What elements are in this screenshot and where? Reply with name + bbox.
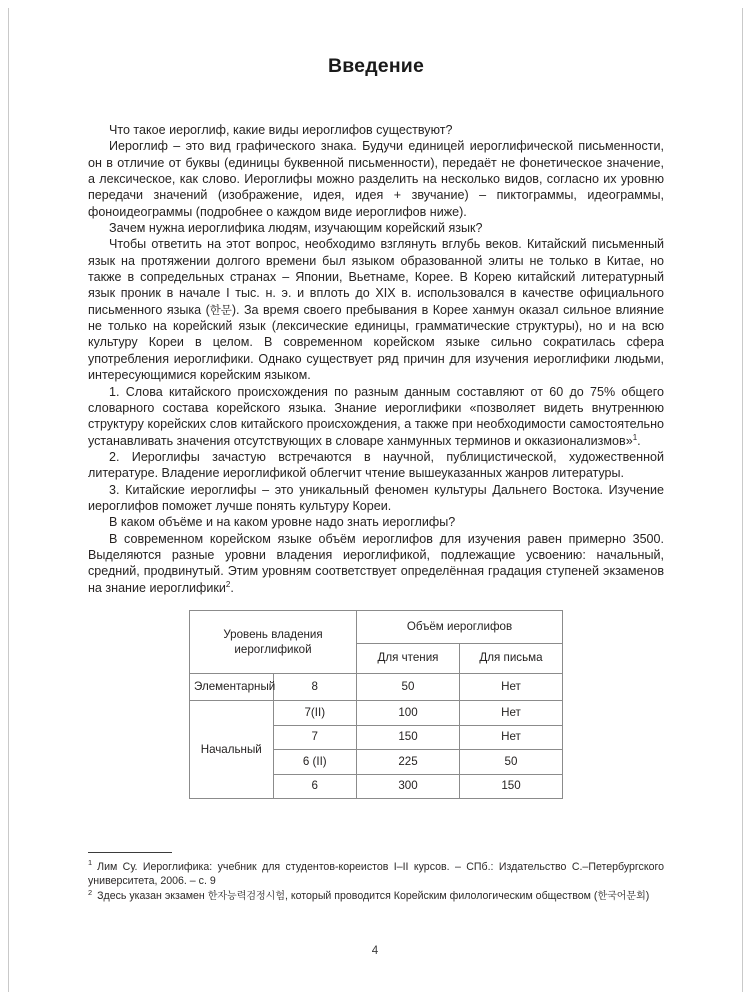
paragraph-question-volume: В каком объёме и на каком уровне надо знать иероглифы? bbox=[109, 515, 456, 530]
level-writing: 50 bbox=[460, 750, 563, 775]
footnote-2 bbox=[88, 889, 664, 904]
paragraph-question-why: Зачем нужна иероглифика людям, изучающим корейский язык? bbox=[109, 221, 483, 236]
footnote-2-before: Здесь указан экзамен bbox=[97, 890, 208, 903]
header-writing: Для письма bbox=[460, 644, 563, 674]
level-grade: 6 (II) bbox=[273, 750, 357, 775]
level-reading: 150 bbox=[357, 725, 460, 750]
level-reading: 225 bbox=[357, 750, 460, 775]
page-content bbox=[88, 55, 664, 799]
volume-text: В современном корейском языке объём иероглифов для изучения равен примерно 3500. Выделяются разные уровни владения иероглификой, подлежащие усвоению: начальный, средний, продвинутый. Этим уровням соответствует определённая градация ступеней экзаменов на знание иероглифики bbox=[88, 531, 664, 595]
paragraph-reason-3: 3. Китайские иероглифы – это уникальный феномен культуры Дальнего Востока. Изучение иероглифов поможет лучше понять культуру Кореи. bbox=[88, 482, 664, 513]
table-row bbox=[190, 701, 563, 726]
footnote-2-after: ) bbox=[645, 890, 650, 903]
page-edge-left bbox=[8, 8, 9, 992]
paragraph-volume-levels bbox=[88, 531, 664, 596]
level-grade: 7 bbox=[273, 725, 357, 750]
page-edge-right bbox=[742, 8, 743, 992]
paragraph-reason-1 bbox=[88, 384, 664, 449]
footnote-1-text: Лим Су. Иероглифика: учебник для студентов-кореистов I–II курсов. – СПб.: Издательство С.–Петербургского университета, 2006. – с. 9 bbox=[88, 861, 664, 888]
level-grade: 7(II) bbox=[273, 701, 357, 726]
reason-1-tail: . bbox=[637, 433, 641, 448]
level-grade: 6 bbox=[273, 774, 357, 799]
level-writing: Нет bbox=[460, 673, 563, 701]
korean-hanja-exam: 한자능력검정시험 bbox=[207, 891, 285, 903]
footnote-ref-1[interactable]: 1 bbox=[632, 432, 638, 442]
level-name-beginner: Начальный bbox=[190, 701, 274, 799]
footnotes-section bbox=[88, 852, 664, 906]
level-reading: 100 bbox=[357, 701, 460, 726]
level-reading: 50 bbox=[357, 673, 460, 701]
levels-table bbox=[189, 610, 563, 800]
level-writing: Нет bbox=[460, 701, 563, 726]
levels-table-container bbox=[88, 610, 664, 800]
volume-tail: . bbox=[230, 580, 234, 595]
footnote-1-mark: 1 bbox=[88, 858, 93, 868]
page-number: 4 bbox=[371, 944, 379, 957]
footnote-separator-rule bbox=[88, 852, 172, 853]
korean-hanmun: 한문 bbox=[209, 302, 232, 317]
korean-society-name: 한국어문회 bbox=[597, 891, 646, 903]
history-text-after: ). За время своего пребывания в Корее ханмун оказал сильное влияние не только на корейский язык (лексические единицы, грамматические структуры), но и на всю культуру Кореи в целом. В современном корейском языке сильно сократилась сфера употребления иероглифики. Однако существует ряд причин для изучения иероглифики людьми, интересующимися корейским языком. bbox=[88, 302, 664, 383]
level-name-elementary: Элементарный bbox=[190, 673, 274, 701]
level-reading: 300 bbox=[357, 774, 460, 799]
header-reading: Для чтения bbox=[357, 644, 460, 674]
paragraph-definition: Иероглиф – это вид графического знака. Будучи единицей иероглифической письменности, он в отличие от буквы (единицы буквенной письменности), передаёт не фонетическое значение, а лексическое, как слово. Иероглифы можно разделить на несколько видов, согласно их уровню передачи значений (изображение, идея, идея + звучание) – пиктограммы, идеограммы, фоноидеограммы (подробнее о каждом виде иероглифов ниже). bbox=[88, 139, 664, 219]
reason-1-text: 1. Слова китайского происхождения по разным данным составляют от 60 до 75% общего словарного состава корейского языка. Знание иероглифики «позволяет видеть внутреннюю структуру корейских слов китайского происхождения, а также при необходимости самостоятельно устанавливать значения отсутствующих в словаре ханмунных терминов и окказионализмов» bbox=[88, 384, 664, 448]
header-volume: Объём иероглифов bbox=[357, 610, 563, 644]
footnote-1 bbox=[88, 860, 664, 888]
header-level: Уровень владения иероглификой bbox=[190, 610, 357, 673]
level-grade: 8 bbox=[273, 673, 357, 701]
level-writing: Нет bbox=[460, 725, 563, 750]
levels-table-body bbox=[190, 673, 563, 799]
table-header-row-1 bbox=[190, 610, 563, 644]
table-row bbox=[190, 673, 563, 701]
footnote-ref-2[interactable]: 2 bbox=[225, 579, 231, 589]
paragraph-history bbox=[88, 236, 664, 383]
footnote-2-middle: , который проводится Корейским филологическим обществом ( bbox=[285, 890, 598, 903]
paragraph-question-what: Что такое иероглиф, какие виды иероглифов существуют? bbox=[109, 123, 453, 137]
paragraph-reason-2: 2. Иероглифы зачастую встречаются в научной, публицистической, художественной литературе. Владение иероглификой облегчит чтение вышеуказанных жанров литературы. bbox=[88, 449, 664, 481]
level-writing: 150 bbox=[460, 774, 563, 799]
page-title: Введение bbox=[327, 55, 425, 77]
levels-table-head bbox=[190, 610, 563, 673]
history-text-before: Чтобы ответить на этот вопрос, необходимо взглянуть вглубь веков. Китайский письменный язык на протяжении долгого времени был языком образованной элиты не только в Китае, но также в сопредельных странах – Японии, Вьетнаме, Корее. В Корею китайский литературный язык проник в начале I тыс. н. э. и вплоть до XIX в. использовался в качестве официального письменного языка ( bbox=[88, 237, 664, 317]
footnote-2-mark: 2 bbox=[88, 887, 93, 897]
